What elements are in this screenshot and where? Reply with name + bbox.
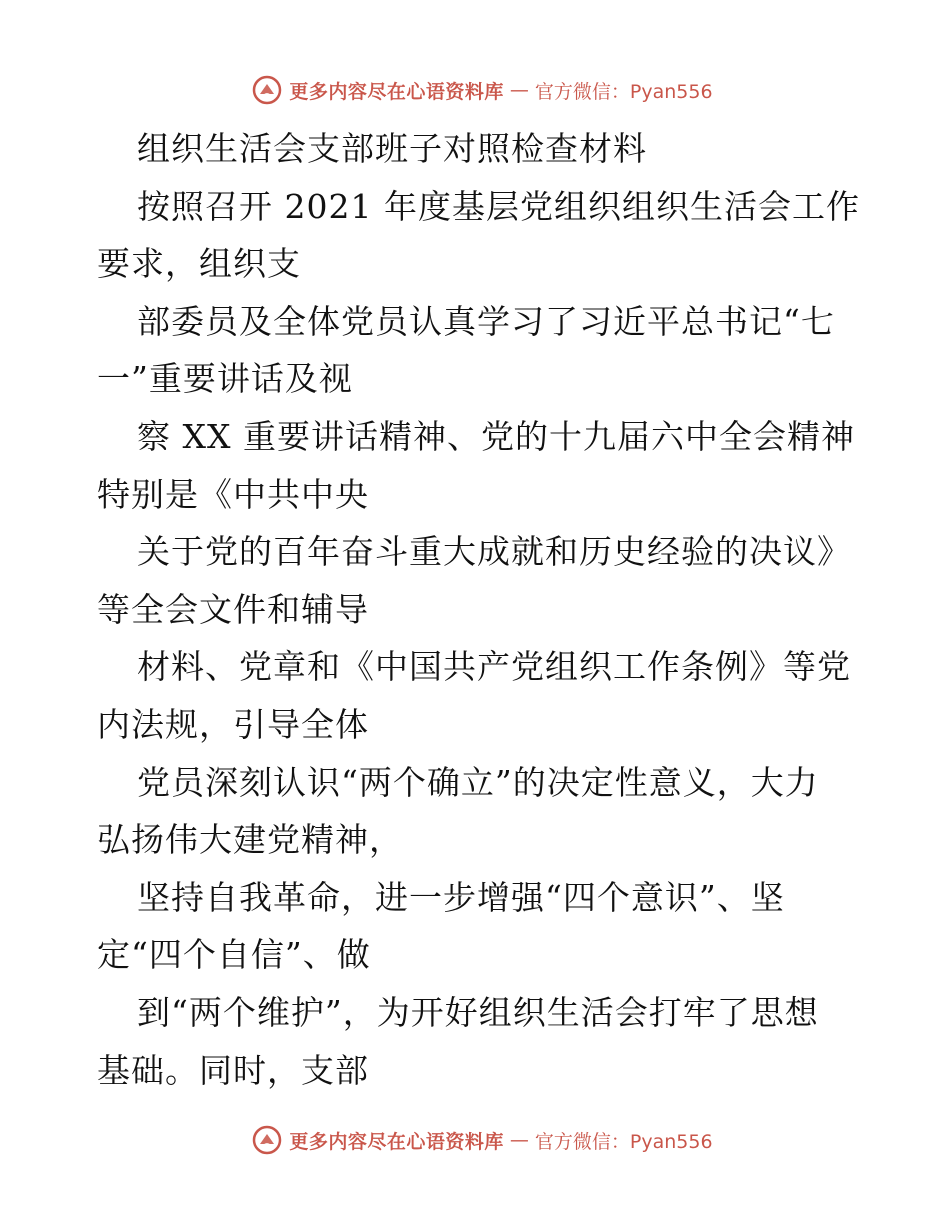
paragraph-line: 部委员及全体党员认真学习了习近平总书记“七 xyxy=(137,301,835,341)
paragraph-line: 党员深刻认识“两个确立”的决定性意义，大力 xyxy=(137,762,819,802)
watermark-dash: — xyxy=(509,1129,529,1151)
paragraph-line: 等全会文件和辅导 xyxy=(97,589,369,629)
watermark-footer xyxy=(0,1120,950,1160)
watermark-main-text: 更多内容尽在心语资料库 xyxy=(289,80,504,103)
watermark-dash: — xyxy=(509,79,529,101)
document-title: 组织生活会支部班子对照检查材料 xyxy=(137,129,647,168)
paragraph-line: 坚持自我革命，进一步增强“四个意识”、坚 xyxy=(137,877,785,917)
paragraph-line: 基础。同时，支部 xyxy=(97,1050,369,1090)
watermark-header xyxy=(0,70,950,110)
paragraph-line: 关于党的百年奋斗重大成就和历史经验的决议》 xyxy=(137,532,851,572)
paragraph-line: 一”重要讲话及视 xyxy=(97,359,353,399)
paragraph-line: 到“两个维护”，为开好组织生活会打牢了思想 xyxy=(137,992,819,1032)
watermark-group xyxy=(251,74,712,106)
paragraph-line: 材料、党章和《中国共产党组织工作条例》等党 xyxy=(137,647,851,687)
paragraph-line: 察 XX 重要讲话精神、党的十九届六中全会精神 xyxy=(137,416,855,456)
paragraph-line: 按照召开 2021 年度基层党组织组织生活会工作 xyxy=(137,186,860,226)
book-seal-icon xyxy=(251,74,283,106)
paragraph-line: 特别是《中共中央 xyxy=(97,474,369,514)
watermark-wechat-text: 官方微信：Pyan556 xyxy=(534,1130,713,1153)
watermark-group xyxy=(251,1124,712,1156)
paragraph-line: 内法规，引导全体 xyxy=(97,704,369,744)
book-seal-icon xyxy=(251,1124,283,1156)
watermark-main-text: 更多内容尽在心语资料库 xyxy=(289,1130,504,1153)
watermark-wechat-text: 官方微信：Pyan556 xyxy=(534,80,713,103)
paragraph-line: 定“四个自信”、做 xyxy=(97,935,371,975)
paragraph-line: 要求，组织支 xyxy=(97,244,301,284)
paragraph-line: 弘扬伟大建党精神， xyxy=(97,820,403,860)
document-body xyxy=(97,120,860,1099)
